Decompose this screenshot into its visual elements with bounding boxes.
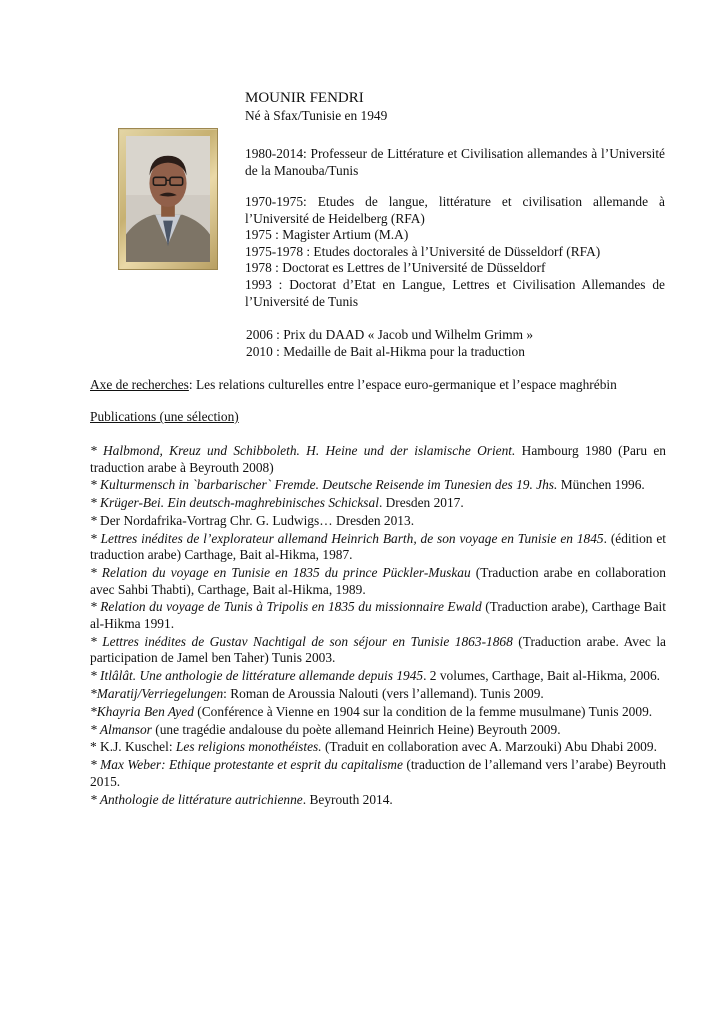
studies-section [245,194,665,310]
publication-item: * Max Weber: Ethique protestante et esprit du capitalisme (traduction de l’allemand vers l’arabe) Beyrouth 2015. [90,757,666,789]
publication-item: * Relation du voyage en Tunisie en 1835 du prince Pückler-Muskau (Traduction arabe en collaboration avec Sahbi Thabti), Carthage, Bait al-Hikma, 1989. [90,565,667,597]
studies-entry: 1970-1975: Etudes de langue, littérature et civilisation allemande à l’Université de Heidelberg (RFA) [245,194,665,226]
career-section [245,146,665,179]
studies-entry: 1993 : Doctorat d’Etat en Langue, Lettres et Civilisation Allemandes de l’Université de Tunis [245,276,665,309]
prizes-section [246,327,666,360]
studies-entry: 1975-1978 : Etudes doctorales à l’Université de Düsseldorf (RFA) [245,243,601,259]
publication-item: * Itlâlât. Une anthologie de littérature allemande depuis 1945. 2 volumes, Carthage, Bait al-Hikma, 2006. [90,668,661,684]
publications-list [90,443,666,809]
publication-item: *Maratij/Verriegelungen: Roman de Aroussia Nalouti (vers l’allemand). Tunis 2009. [90,686,544,701]
header [245,89,675,125]
publications-heading: Publications (une sélection) [90,409,239,424]
publication-item: * Lettres inédites de l’explorateur allemand Heinrich Barth, de son voyage en Tunisie en 1845. (édition et traduction arabe) Carthage, Bait al-Hikma, 1987. [90,530,666,563]
portrait-frame [118,128,218,270]
portrait-photo [126,136,210,262]
birth-info: Né à Sfax/Tunisie en 1949 [245,108,388,123]
research-axis-text: : Les relations culturelles entre l’espace euro-germanique et l’espace maghrébin [188,377,617,392]
publication-item: * Relation du voyage de Tunis à Tripolis en 1835 du missionnaire Ewald (Traduction arabe), Carthage Bait al-Hikma 1991. [90,599,666,632]
publication-item: * Kulturmensch in `barbarischer` Fremde. Deutsche Reisende im Tunesien des 19. Jhs. München 1996. [90,477,645,493]
publication-item: * Lettres inédites de Gustav Nachtigal de son séjour en Tunisie 1863-1868 (Traduction arabe. Avec la participation de Jamel ben Taher) Tunis 2003. [90,633,666,666]
publication-item: * Krüger-Bei. Ein deutsch-maghrebinisches Schicksal. Dresden 2017. [90,495,464,511]
publication-item: * Anthologie de littérature autrichienne. Beyrouth 2014. [90,791,393,807]
prize-entry: 2006 : Prix du DAAD « Jacob und Wilhelm Grimm » [246,327,534,342]
publication-item: * Halbmond, Kreuz und Schibboleth. H. Heine und der islamische Orient. Hambourg 1980 (Paru en traduction arabe à Beyrouth 2008) [90,443,666,475]
publication-item: * K.J. Kuschel: Les religions monothéistes. (Traduit en collaboration avec A. Marzouki) Abu Dhabi 2009. [90,739,657,755]
publication-item: * Almansor (une tragédie andalouse du poète allemand Heinrich Heine) Beyrouth 2009. [90,721,561,737]
studies-entry: 1975 : Magister Artium (M.A) [245,227,409,243]
person-name: MOUNIR FENDRI [245,90,364,106]
career-entry: 1980-2014: Professeur de Littérature et Civilisation allemandes à l’Université de la Manouba/Tunis [245,146,665,178]
publication-item: *Khayria Ben Ayed (Conférence à Vienne en 1904 sur la condition de la femme musulmane) Tunis 2009. [90,703,653,719]
research-axis-label: Axe de recherches [90,377,189,392]
prize-entry: 2010 : Medaille de Bait al-Hikma pour la traduction [246,343,525,359]
research-axis [90,377,690,394]
publication-item: * Der Nordafrika-Vortrag Chr. G. Ludwigs… Dresden 2013. [90,512,415,528]
studies-entry: 1978 : Doctorat es Lettres de l’Université de Düsseldorf [245,260,546,276]
